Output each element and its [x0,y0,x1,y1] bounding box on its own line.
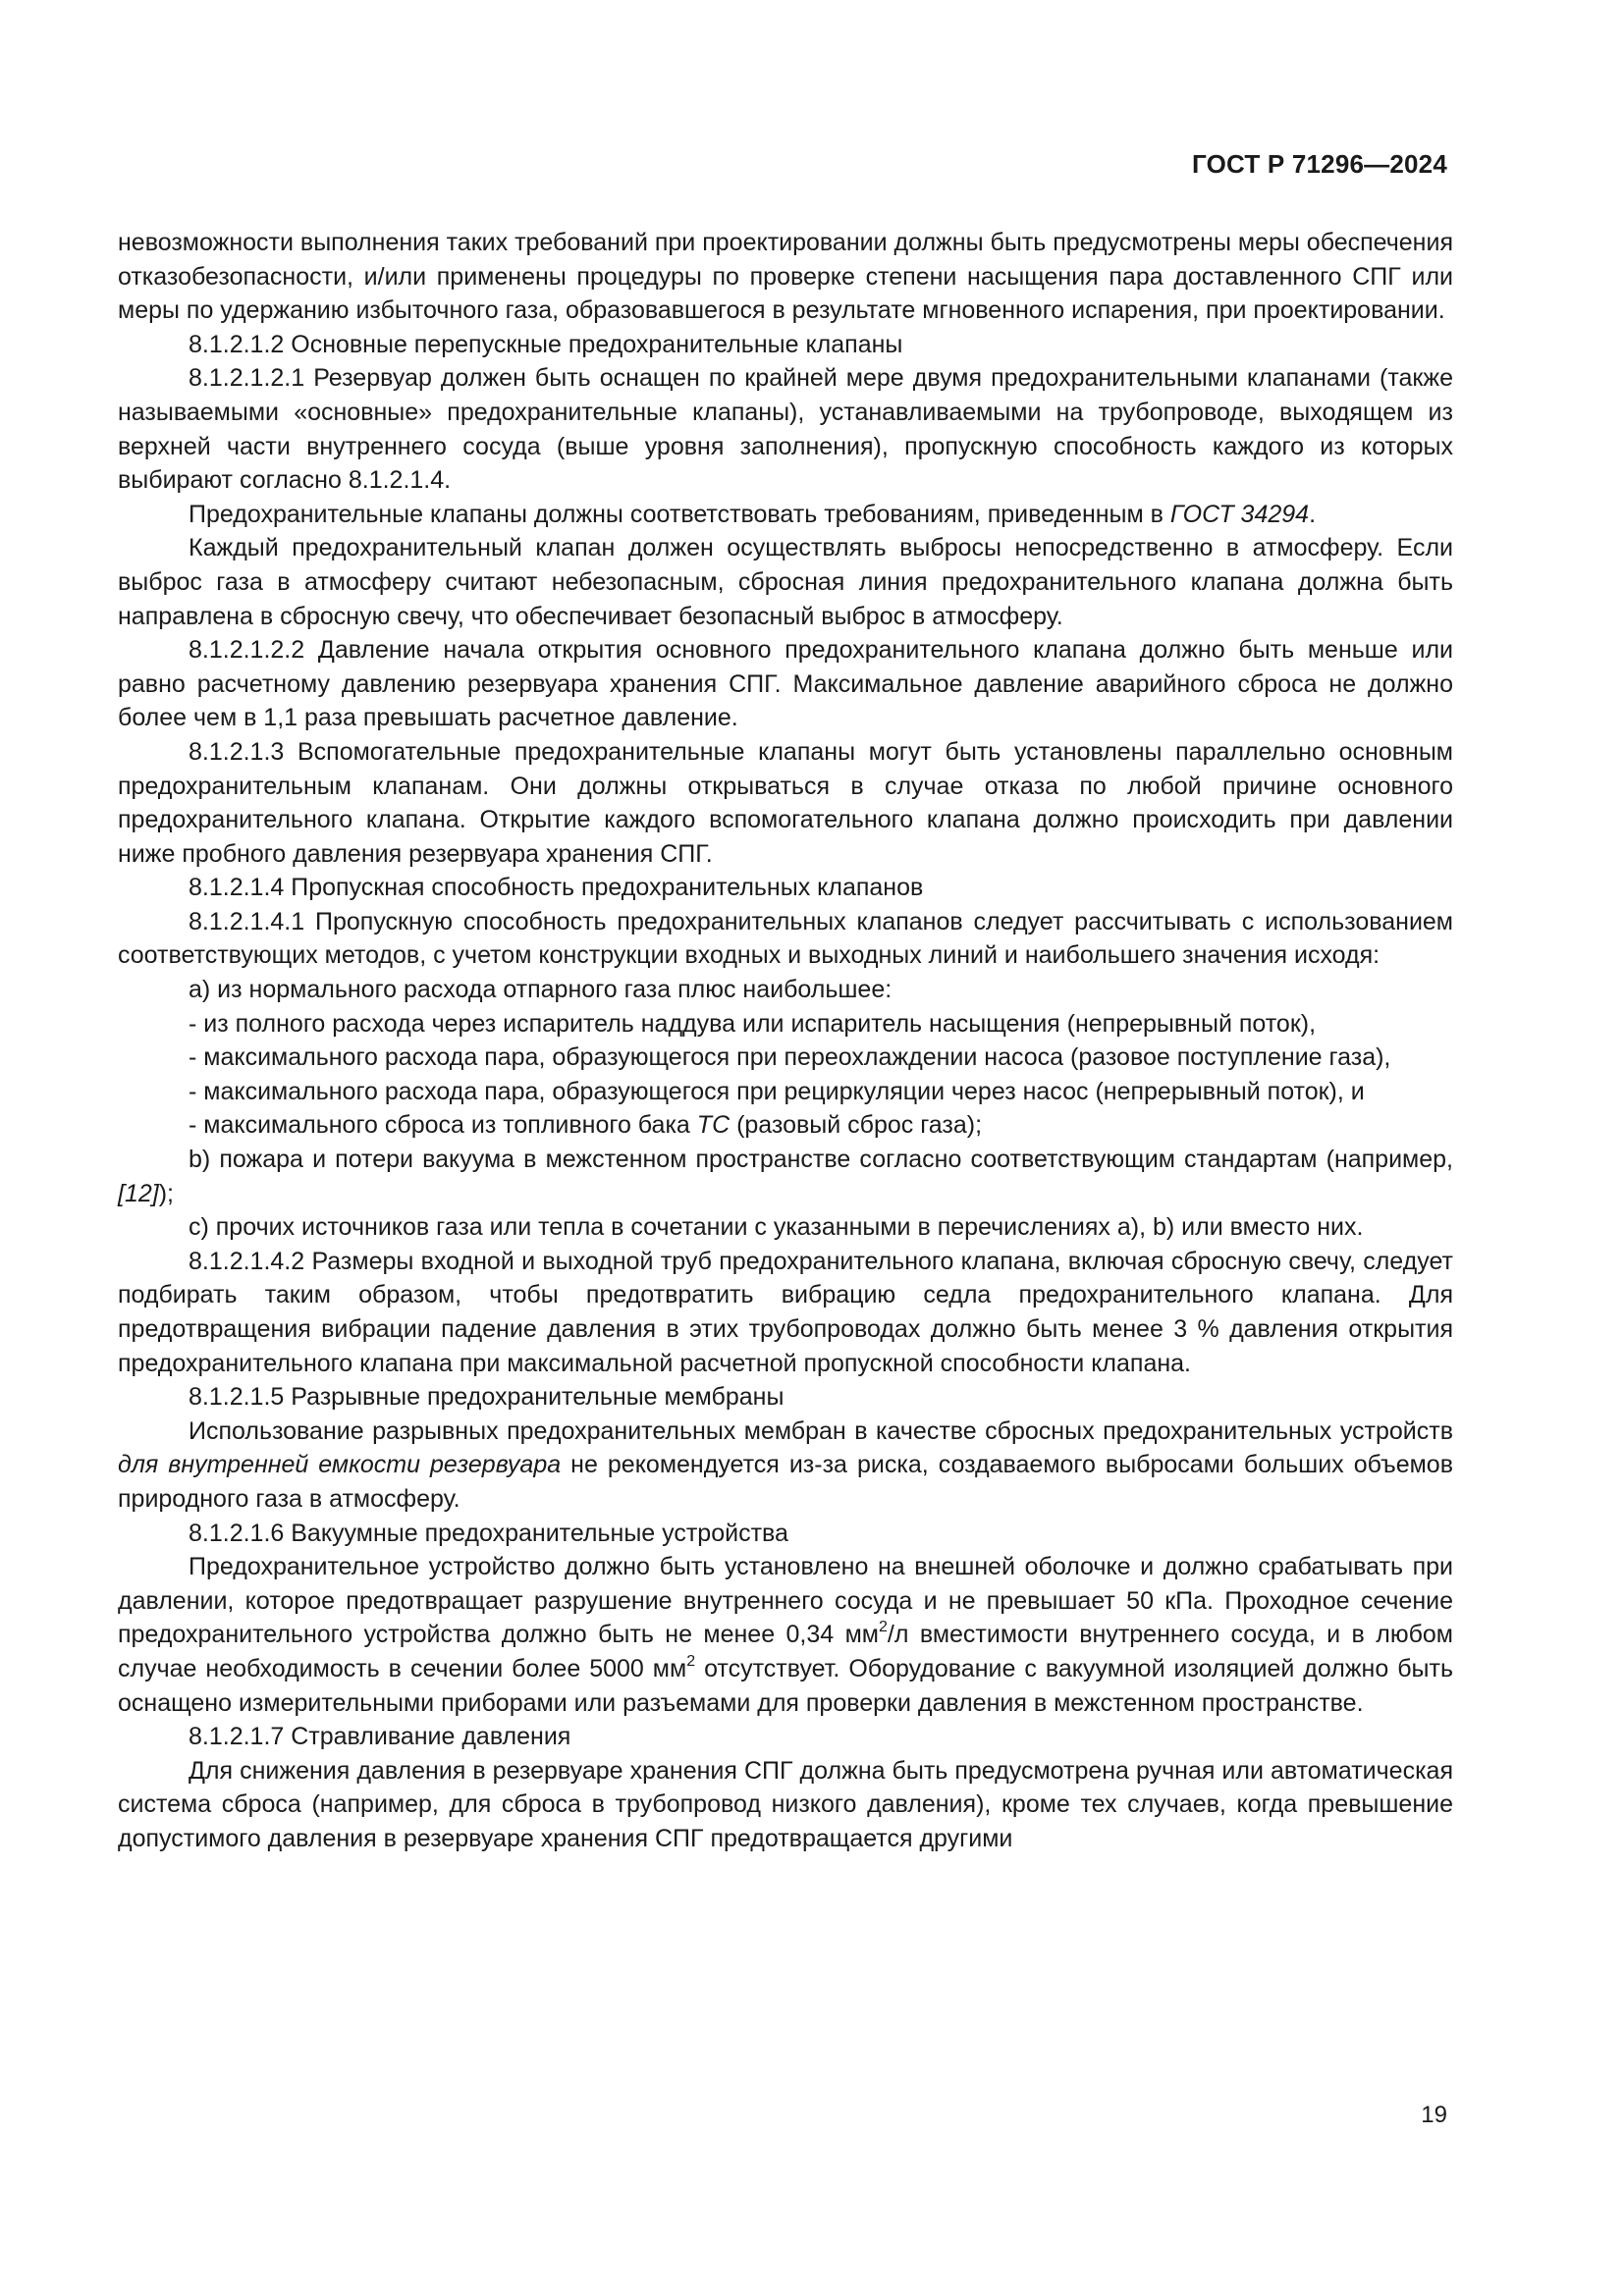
document-body [118,226,1453,1856]
superscript: 2 [878,1619,888,1636]
paragraph-pressure-relief: Для снижения давления в резервуаре хранения СПГ должна быть предусмотрена ручная или автоматическая система сброса (например, для сброса в трубопровод низкого давления), кроме тех случаев, когда превышение допустимого давления в резервуаре хранения СПГ предотвращается другими [118,1756,1453,1852]
text-run: . [1309,500,1317,528]
text-run: Предохранительные клапаны должны соответствовать требованиям, приведенным в [189,500,1170,528]
term-reference: ТС [696,1111,731,1140]
superscript: 2 [686,1652,696,1670]
section-heading-8-1-2-1-7: 8.1.2.1.7 Стравливание давления [189,1723,571,1751]
paragraph-rupture-discs [118,1415,1453,1517]
section-heading-8-1-2-1-2: 8.1.2.1.2 Основные перепускные предохранительные клапаны [189,330,903,358]
paragraph-8-1-2-1-2-1: 8.1.2.1.2.1 Резервуар должен быть оснащен по крайней мере двумя предохранительными клапанами (также называемыми «основные» предохранительные клапаны), устанавливаемыми на трубопроводе, выходящем из верхней части внутреннего сосуда (выше уровня заполнения), пропускную способность каждого из которых выбирают согласно 8.1.2.1.4. [118,364,1453,495]
paragraph-valve-discharge: Каждый предохранительный клапан должен осуществлять выбросы непосредственно в атмосферу. Если выброс газа в атмосферу считают небезопасным, сбросная линия предохранительного клапана должна быть направлена в сбросную свечу, что обеспечивает безопасный выброс в атмосферу. [118,534,1453,630]
bibliography-reference: [12] [118,1179,159,1207]
list-item-c: c) прочих источников газа или тепла в сочетании с указанными в перечислениях а), b) или вместо них. [189,1213,1364,1242]
page-number: 19 [1421,2102,1447,2128]
paragraph-8-1-2-1-2-2: 8.1.2.1.2.2 Давление начала открытия основного предохранительного клапана должно быть меньше или равно расчетному давлению резервуара хранения СПГ. Максимальное давление аварийного сброса не должно более чем в 1,1 раза превышать расчетное давление. [118,636,1453,732]
text-run: - максимального сброса из топливного бака [189,1111,697,1140]
list-item-dash: - максимального расхода пара, образующегося при переохлаждении насоса (разовое поступление газа), [189,1043,1391,1072]
section-heading-8-1-2-1-6: 8.1.2.1.6 Вакуумные предохранительные устройства [189,1519,788,1547]
standard-reference: ГОСТ 34294 [1169,500,1310,528]
list-item-dash [118,1108,1453,1143]
list-item-b [118,1143,1453,1210]
list-item-dash: - максимального расхода пара, образующегося при рециркуляции через насос (непрерывный поток), и [189,1077,1365,1105]
text-run: Использование разрывных предохранительных мембран в качестве сбросных предохранительных устройств [189,1416,1453,1445]
paragraph-continuation: невозможности выполнения таких требований при проектировании должны быть предусмотрены меры обеспечения отказобезопасности, и/или применены процедуры по проверке степени насыщения пара доставленного СПГ или меры по удержанию избыточного газа, образовавшегося в результате мгновенного испарения, при проектировании. [118,229,1453,325]
paragraph-valve-requirements [118,498,1453,532]
text-run: не рекомендуется из-за риска, создаваемого выбросами больших объемов природного газа в атмосферу. [118,1451,1453,1513]
text-run: ); [158,1179,174,1207]
paragraph-8-1-2-1-3: 8.1.2.1.3 Вспомогательные предохранительные клапаны могут быть установлены параллельно основным предохранительным клапанам. Они должны открываться в случае отказа по любой причине основного предохранительного клапана. Открытие каждого вспомогательного клапана должно происходить при давлении ниже пробного давления резервуара хранения СПГ. [118,737,1453,868]
paragraph-8-1-2-1-4-1: 8.1.2.1.4.1 Пропускную способность предохранительных клапанов следует рассчитывать с использованием соответствующих методов, с учетом конструкции входных и выходных линий и наибольшего значения исходя: [118,907,1453,970]
document-id-header: ГОСТ Р 71296—2024 [1192,149,1447,179]
text-run: b) пожара и потери вакуума в межстенном пространстве согласно соответствующим стандартам (например, [189,1146,1453,1174]
section-heading-8-1-2-1-4: 8.1.2.1.4 Пропускная способность предохранительных клапанов [189,874,924,902]
paragraph-8-1-2-1-4-2: 8.1.2.1.4.2 Размеры входной и выходной труб предохранительного клапана, включая сбросную свечу, следует подбирать таким образом, чтобы предотвратить вибрацию седла предохранительного клапана. Для предотвращения вибрации падение давления в этих трубопроводах должно быть менее 3 % давления открытия предохранительного клапана при максимальной расчетной пропускной способности клапана. [118,1247,1453,1377]
text-run: /л вместимости внутреннего сосуда, и в любом случае необходимость в сечении более 5000 мм [118,1621,1453,1682]
text-run: отсутствует. Оборудование с вакуумной изоляцией должно быть оснащено измерительными приборами или разъемами для проверки давления в межстенном пространстве. [118,1654,1453,1717]
text-run: Предохранительное устройство должно быть установлено на внешней оболочке и должно срабатывать при давлении, которое предотвращает разрушение внутреннего сосуда и не превышает 50 кПа. Проходное сечение предохранительного устройства должно быть не менее 0,34 мм [118,1553,1453,1649]
list-item-a: a) из нормального расхода отпарного газа плюс наибольшее: [189,976,893,1004]
emphasis-text: для внутренней емкости резервуара [118,1451,562,1479]
section-heading-8-1-2-1-5: 8.1.2.1.5 Разрывные предохранительные мембраны [189,1383,785,1412]
text-run: (разовый сброс газа); [730,1111,983,1140]
paragraph-vacuum-devices [118,1550,1453,1720]
list-item-dash: - из полного расхода через испаритель наддува или испаритель насыщения (непрерывный поток), [189,1009,1317,1038]
